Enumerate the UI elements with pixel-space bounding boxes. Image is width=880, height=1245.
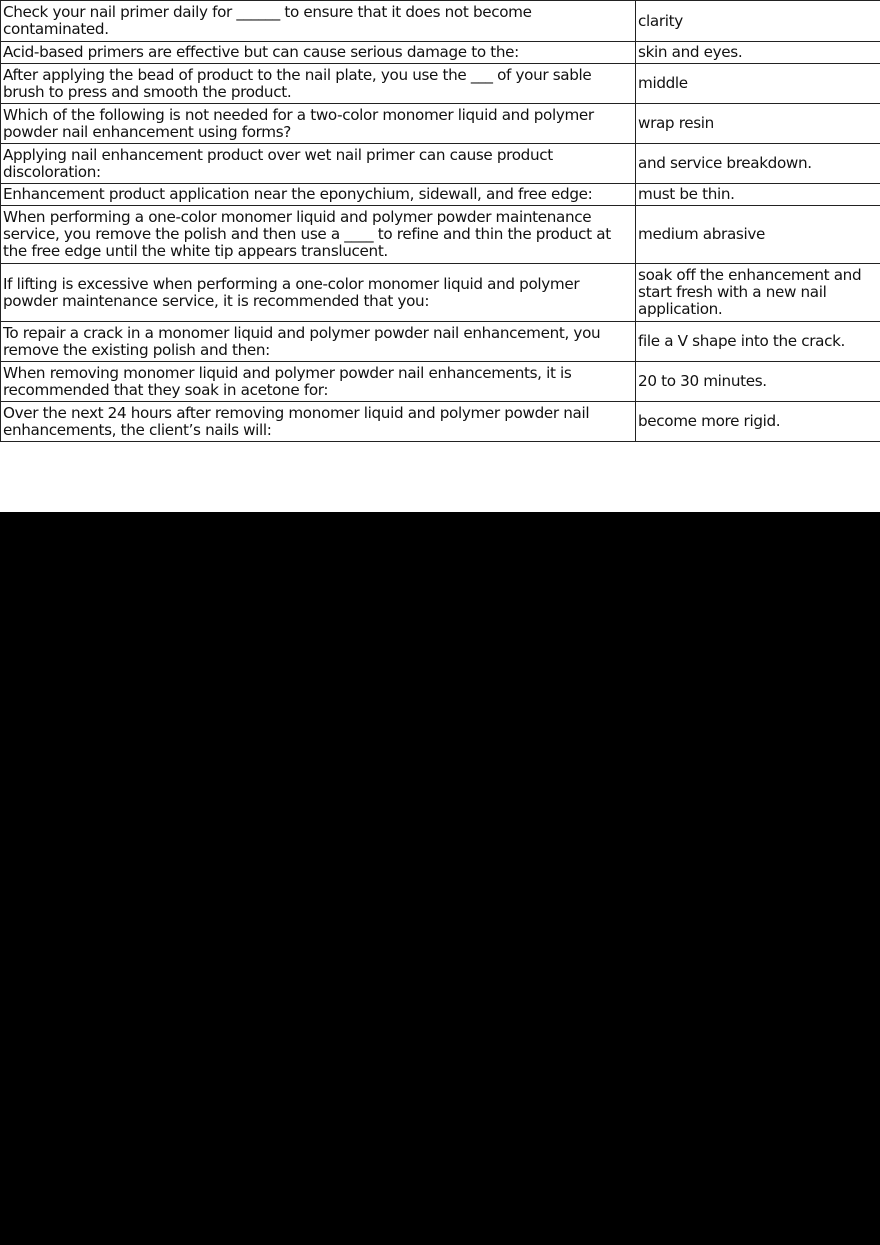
table-row <box>1 402 880 442</box>
table-row <box>1 362 880 402</box>
question-cell: Acid-based primers are effective but can cause serious damage to the: <box>1 42 636 64</box>
question-cell: Check your nail primer daily for ______ to ensure that it does not become contaminated. <box>1 1 636 42</box>
qa-table <box>0 0 880 442</box>
answer-cell: clarity <box>636 1 880 42</box>
answer-cell: middle <box>636 64 880 104</box>
table-row <box>1 322 880 362</box>
question-cell: When performing a one-color monomer liquid and polymer powder maintenance service, you remove the polish and then use a ____ to refine and thin the product at the free edge until the white tip appears translucent. <box>1 206 636 264</box>
question-cell: If lifting is excessive when performing a one-color monomer liquid and polymer powder maintenance service, it is recommended that you: <box>1 264 636 322</box>
table-row <box>1 104 880 144</box>
question-cell: After applying the bead of product to the nail plate, you use the ___ of your sable brush to press and smooth the product. <box>1 64 636 104</box>
question-cell: Enhancement product application near the eponychium, sidewall, and free edge: <box>1 184 636 206</box>
answer-cell: medium abrasive <box>636 206 880 264</box>
table-row <box>1 64 880 104</box>
table-row <box>1 144 880 184</box>
answer-cell: file a V shape into the crack. <box>636 322 880 362</box>
answer-cell: 20 to 30 minutes. <box>636 362 880 402</box>
answer-cell: become more rigid. <box>636 402 880 442</box>
answer-cell: soak off the enhancement and start fresh with a new nail application. <box>636 264 880 322</box>
question-cell: When removing monomer liquid and polymer powder nail enhancements, it is recommended that they soak in acetone for: <box>1 362 636 402</box>
question-cell: To repair a crack in a monomer liquid and polymer powder nail enhancement, you remove the existing polish and then: <box>1 322 636 362</box>
question-cell: Applying nail enhancement product over wet nail primer can cause product discoloration: <box>1 144 636 184</box>
question-cell: Which of the following is not needed for a two-color monomer liquid and polymer powder nail enhancement using forms? <box>1 104 636 144</box>
table-row <box>1 42 880 64</box>
answer-cell: skin and eyes. <box>636 42 880 64</box>
blank-black-panel <box>0 512 880 1245</box>
table-row <box>1 1 880 42</box>
answer-cell: wrap resin <box>636 104 880 144</box>
table-row <box>1 184 880 206</box>
table-row <box>1 264 880 322</box>
answer-cell: and service breakdown. <box>636 144 880 184</box>
question-cell: Over the next 24 hours after removing monomer liquid and polymer powder nail enhancements, the client’s nails will: <box>1 402 636 442</box>
answer-cell: must be thin. <box>636 184 880 206</box>
table-row <box>1 206 880 264</box>
